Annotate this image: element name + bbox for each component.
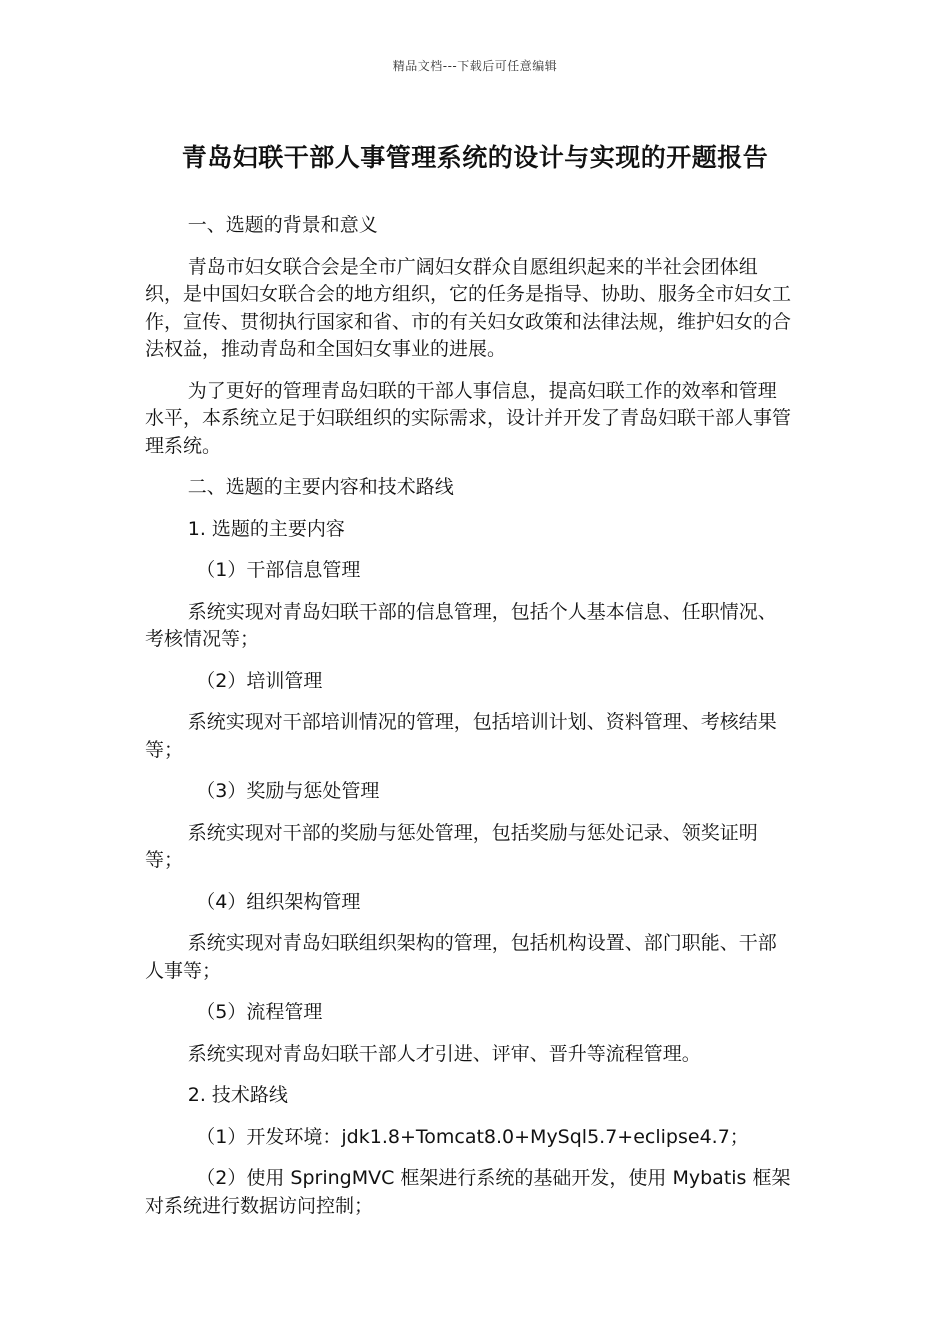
section-heading: 二、选题的主要内容和技术路线 [187,476,454,498]
list-item: （1）开发环境：jdk1.8+Tomcat8.0+MySql5.7+eclipse4.7； [196,1125,749,1148]
list-item-heading: （5）流程管理 [196,1001,323,1023]
document-title: 青岛妇联干部人事管理系统的设计与实现的开题报告 [181,143,769,172]
list-item-heading: （2）培训管理 [196,669,323,692]
body-paragraph: 系统实现对青岛妇联干部人才引进、评审、晋升等流程管理。 [187,1042,701,1065]
document-body [145,212,795,1234]
subsection-heading: 2. 技术路线 [187,1084,288,1106]
body-paragraph: 系统实现对青岛妇联组织架构的管理，包括机构设置、部门职能、干部人事等； [145,932,777,982]
subsection-heading: 1. 选题的主要内容 [187,517,345,540]
list-item: （2）使用 SpringMVC 框架进行系统的基础开发，使用 Mybatis 框架对系统进行数据访问控制； [145,1167,791,1217]
body-paragraph: 系统实现对干部培训情况的管理，包括培训计划、资料管理、考核结果等； [145,711,777,761]
list-item-heading: （3）奖励与惩处管理 [196,780,380,802]
body-paragraph: 系统实现对青岛妇联干部的信息管理，包括个人基本信息、任职情况、考核情况等； [145,600,777,650]
page-header: 精品文档---下载后可任意编辑 [392,59,558,73]
body-paragraph: 青岛市妇女联合会是全市广阔妇女群众自愿组织起来的半社会团体组织，是中国妇女联合会的地方组织，它的任务是指导、协助、服务全市妇女工作，宣传、贯彻执行国家和省、市的有关妇女政策和法律法规，维护妇女的合法权益，推动青岛和全国妇女事业的进展。 [145,255,792,360]
list-item-heading: （1）干部信息管理 [196,559,361,581]
body-paragraph: 为了更好的管理青岛妇联的干部人事信息，提高妇联工作的效率和管理水平，本系统立足于妇联组织的实际需求，设计并开发了青岛妇联干部人事管理系统。 [145,379,792,457]
list-item-heading: （4）组织架构管理 [196,890,361,913]
body-paragraph: 系统实现对干部的奖励与惩处管理，包括奖励与惩处记录、领奖证明等； [145,821,758,871]
section-heading: 一、选题的背景和意义 [187,214,378,236]
